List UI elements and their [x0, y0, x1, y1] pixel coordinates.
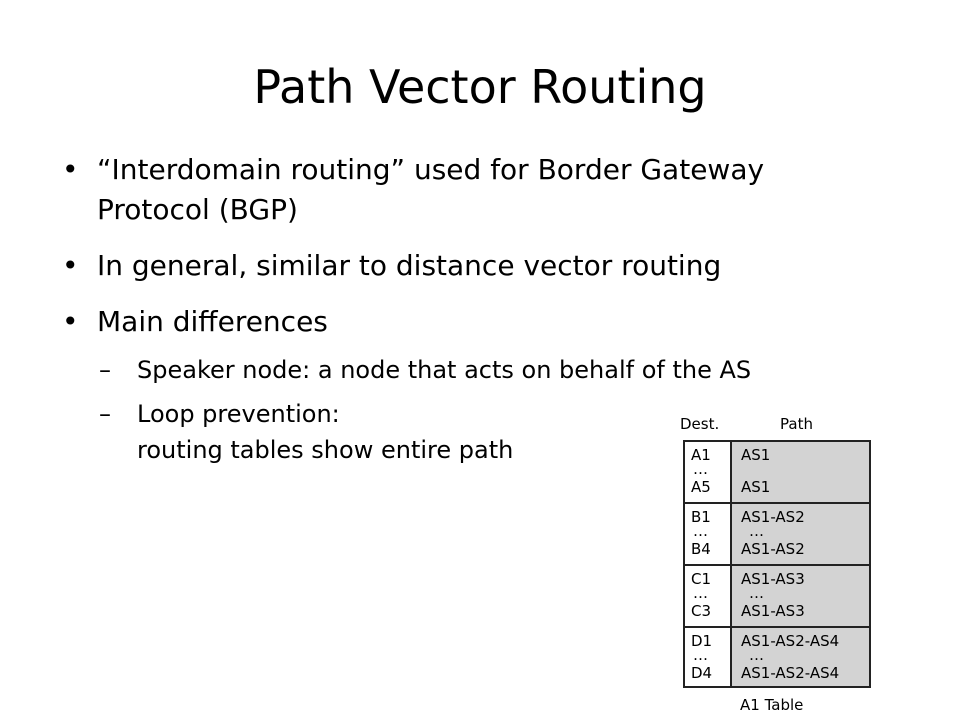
path-cell: AS1-AS2 [741, 508, 805, 526]
bullet-dot: • [62, 305, 79, 338]
bullet-dot: • [62, 249, 79, 282]
dest-cell: B1 [691, 508, 711, 526]
sub-bullet-dash: – [99, 356, 111, 384]
bullet-text: “Interdomain routing” used for Border Gateway [97, 153, 765, 186]
table-group-d [685, 628, 869, 690]
path-ellipsis: … [749, 646, 764, 664]
sub-bullet-dash: – [99, 400, 111, 428]
dest-cell: A1 [691, 446, 711, 464]
dest-cell: C1 [691, 570, 712, 588]
routing-table-figure [670, 412, 885, 720]
sub-bullet-text: Speaker node: a node that acts on behalf of the AS [137, 356, 752, 384]
path-cell: AS1-AS3 [741, 602, 805, 620]
bullet-item [62, 246, 932, 286]
dest-cell: B4 [691, 540, 711, 558]
sub-bullet-item [99, 352, 932, 388]
path-ellipsis: … [749, 584, 764, 602]
slide-title: Path Vector Routing [253, 60, 707, 114]
dest-ellipsis: … [693, 522, 708, 540]
dest-column-header: Dest. [680, 415, 720, 433]
routing-table [683, 440, 871, 688]
dest-ellipsis: … [693, 460, 708, 478]
bullet-item [62, 302, 932, 342]
path-cell: AS1-AS2 [741, 540, 805, 558]
bullet-dot: • [62, 153, 79, 186]
dest-ellipsis: … [693, 584, 708, 602]
bullet-text: Protocol (BGP) [97, 193, 298, 226]
dest-cell: D4 [691, 664, 713, 682]
sub-bullet-text: routing tables show entire path [137, 436, 514, 464]
path-cell: AS1-AS2-AS4 [741, 632, 840, 650]
sub-bullet-text: Loop prevention: [137, 400, 340, 428]
table-group-a [685, 442, 869, 504]
path-cell: AS1-AS2-AS4 [741, 664, 840, 682]
bullet-item [62, 150, 932, 230]
path-cell: AS1 [741, 478, 771, 496]
dest-cell: C3 [691, 602, 712, 620]
dest-cell: D1 [691, 632, 713, 650]
path-column-header: Path [780, 415, 813, 433]
path-ellipsis: … [749, 522, 764, 540]
path-cell: AS1 [741, 446, 771, 464]
bullet-text: In general, similar to distance vector routing [97, 249, 722, 282]
table-group-c [685, 566, 869, 628]
dest-cell: A5 [691, 478, 711, 496]
bullet-text: Main differences [97, 305, 328, 338]
dest-ellipsis: … [693, 646, 708, 664]
table-group-b [685, 504, 869, 566]
table-caption: A1 Table [740, 696, 804, 714]
path-cell: AS1-AS3 [741, 570, 805, 588]
